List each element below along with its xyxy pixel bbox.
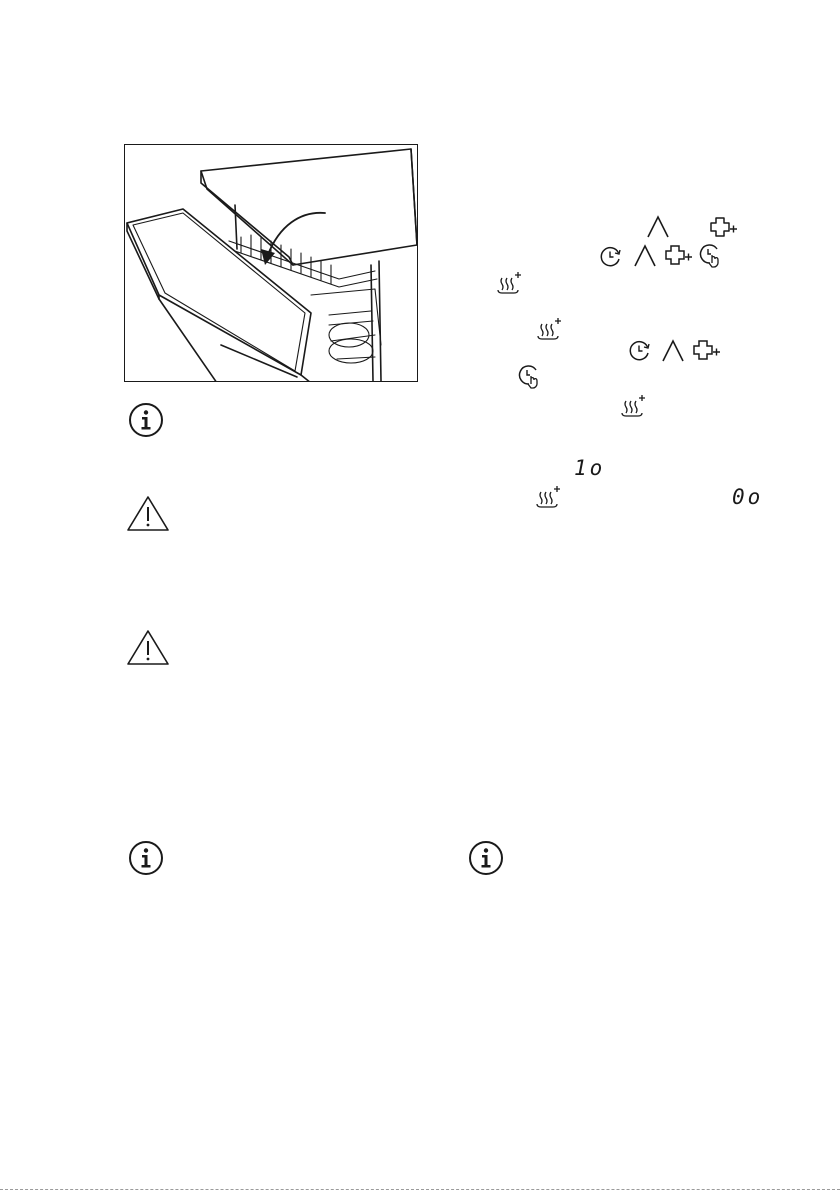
page-edge-dashed-line: [0, 1189, 840, 1190]
program-button-icon: [661, 339, 685, 363]
time-manager-icon: [517, 364, 543, 390]
extra-dry-icon: [536, 316, 562, 340]
extra-dry-icon: [496, 270, 522, 294]
program-button-icon: [633, 244, 657, 268]
delay-start-icon: [598, 245, 624, 269]
extra-dry-icon: [620, 393, 646, 417]
time-manager-icon: [698, 243, 724, 269]
display-value-off: 0o: [732, 485, 764, 509]
option-plus-icon: [665, 244, 693, 268]
program-button-icon: [646, 215, 670, 239]
info-icon: [128, 402, 164, 438]
dishwasher-illustration: [124, 144, 418, 382]
info-icon: [468, 840, 504, 876]
warning-icon: [126, 495, 170, 533]
extra-dry-icon: [535, 484, 561, 508]
info-icon: [128, 840, 164, 876]
option-plus-icon: [710, 216, 738, 240]
delay-start-icon: [627, 339, 653, 363]
warning-icon: [126, 629, 170, 667]
option-plus-icon: [693, 339, 721, 363]
display-value-on: 1o: [574, 456, 606, 480]
